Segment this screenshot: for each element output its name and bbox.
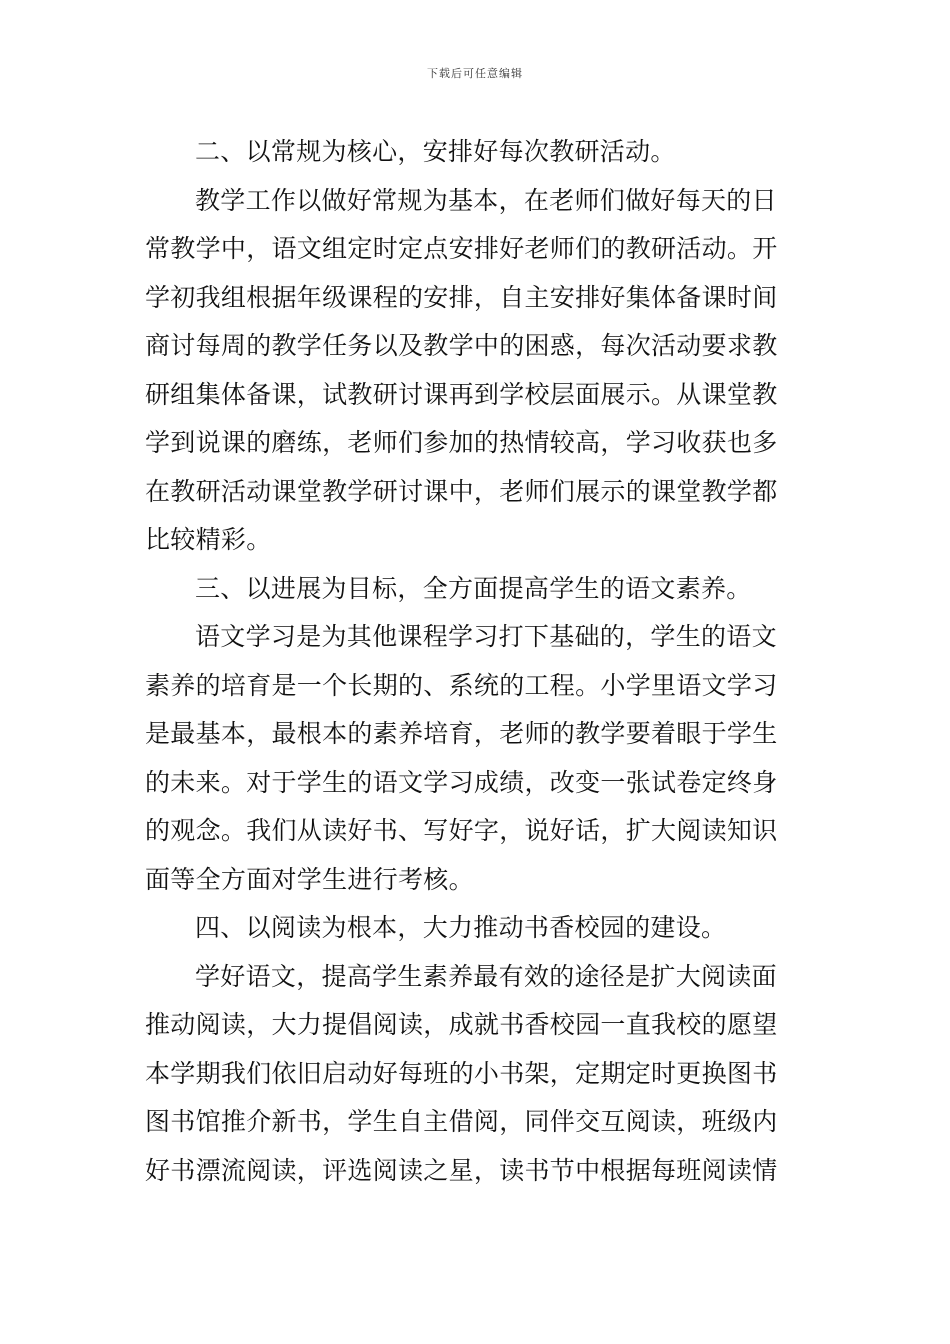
paragraph-line: 学好语文，提高学生素养最有效的途径是扩大阅读面 — [195, 961, 777, 991]
paragraph-line: 素养的培育是一个长期的、系统的工程。小学里语文学习 — [145, 670, 778, 700]
paragraph-line: 教学工作以做好常规为基本，在老师们做好每天的日 — [195, 185, 777, 215]
page-header-note: 下载后可任意编辑 — [427, 67, 523, 80]
paragraph-line: 语文学习是为其他课程学习打下基础的，学生的语文 — [195, 622, 777, 651]
paragraph-line: 学到说课的磨练，老师们参加的热情较高，学习收获也多 — [145, 428, 778, 457]
paragraph-line: 推动阅读，大力提倡阅读，成就书香校园一直我校的愿望 — [145, 1010, 778, 1039]
section-heading-2: 二、以常规为核心，安排好每次教研活动。 — [195, 137, 676, 166]
paragraph-line: 是最基本，最根本的素养培育，老师的教学要着眼于学生 — [145, 719, 778, 748]
paragraph-line: 本学期我们依旧启动好每班的小书架，定期定时更换图书 — [145, 1058, 778, 1088]
paragraph-line: 常教学中，语文组定时定点安排好老师们的教研活动。开 — [145, 234, 778, 263]
section-heading-3: 三、以进展为目标，全方面提高学生的语文素养。 — [195, 573, 752, 603]
paragraph-line: 面等全方面对学生进行考核。 — [145, 864, 474, 894]
paragraph-line: 的观念。我们从读好书、写好字，说好话，扩大阅读知识 — [145, 816, 778, 845]
section-heading-4: 四、以阅读为根本，大力推动书香校园的建设。 — [195, 913, 727, 942]
paragraph-line: 学初我组根据年级课程的安排，自主安排好集体备课时间 — [145, 282, 778, 312]
document-body — [145, 128, 809, 1195]
paragraph-line: 的未来。对于学生的语文学习成绩，改变一张试卷定终身 — [145, 767, 778, 797]
paragraph-line: 比较精彩。 — [145, 525, 272, 554]
paragraph-line: 图书馆推介新书，学生自主借阅，同伴交互阅读，班级内 — [145, 1107, 778, 1136]
paragraph-line: 商讨每周的教学任务以及教学中的困惑，每次活动要求教 — [145, 331, 778, 360]
paragraph-line: 在教研活动课堂教学研讨课中，老师们展示的课堂教学都 — [145, 476, 778, 506]
paragraph-line: 好书漂流阅读，评选阅读之星，读书节中根据每班阅读情 — [145, 1155, 778, 1185]
paragraph-line: 研组集体备课，试教研讨课再到学校层面展示。从课堂教 — [145, 379, 778, 409]
